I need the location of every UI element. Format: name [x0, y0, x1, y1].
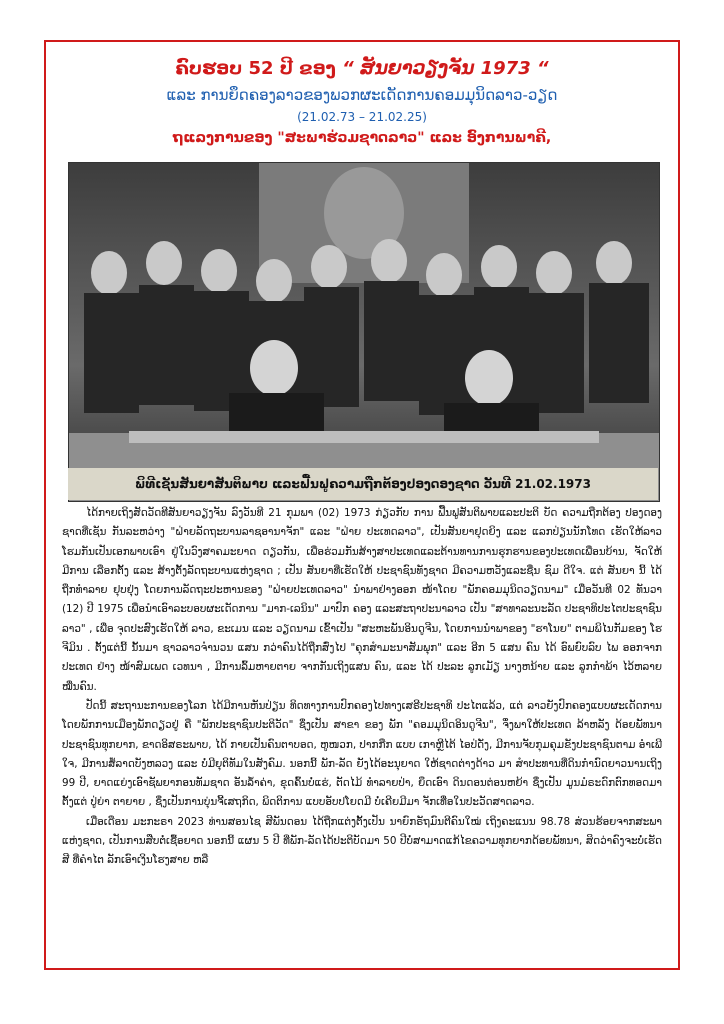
- paragraph-3: ເມື່ອເດືອນ ມະກະຣາ 2023 ທ່ານສອນໄຊ ສີພັນດອນ ໄດ້ຖືກແຕ່ງຕັ້ງເປັນ ນາຍົກຣັຖມົນຕີຄົນໃໝ່ ເຖິງຄະແນນ 98.78 ສ່ວນຮ້ອຍຈາກສະພາແຫ່ງຊາດ, ເປັນການສືບຕໍ່ເຊື້ອຍາດ ນອກນີ້ ແຜນ 5 ປີ ທີ່ພັກ-ລັດໄດ້ປະຕິບັດມາ 50 ປີບໍ່ສາມາດແກ້ໄຂຄວາມທຸກຍາກດ້ອຍພັທນາ, ສິດວ່າຄົງຈະບໍ່ເຮັດສີ ທີ່ຄຳໄຕ ລັກເອົາເງິນໂຮງສາຍ ຫລື: [62, 815, 662, 867]
- paragraph-2: ປັດນີ້ ສະຖານະການຂອງໂລກ ໄດ້ມີການຫັນປ່ຽນ ທິດທາງການປົກຄອງໄປທາງເສຣີປະຊາທິ ປະໄຕແລ້ວ, ແຕ່ ລາວຍັງປົກຄອງແບບຜະເດັດການໂດຍພັກການເມືອງພັກດຽວຢູ່ ຄື "ພັກປະຊາຊົນປະຕິວັດ" ຊຶ່ງເປັນ ສາຂາ ຂອງ ພັກ "ຄອມມຸນິດອິນດູຈີນ", ຈຶ່ງພາໃຫ້ປະເທດ ລ້າຫລັງ ດ້ອຍພັທນາ ປະຊາຊົນທຸກຍາກ, ຂາດອິສຣະພາບ, ໄດ້ ກາຍເປັນຄົນຕາບອດ, ຫູໜວກ, ປາກກືກ ແບບ ເກາຫຼີໄຕ້ ໄອປ່ດັ່ງ, ມີການຈັບກຸມຄຸມຂັງປະຊາຊົນຕາມ ອຳເພີໃຈ, ມີການສໍ້ລາດບັງຫລວງ ແລະ ບໍ່ມີຍຸຕິທັມໃນສັງຄົມ. ນອກນີ້ ພັກ-ລັດ ຍັງໄດ້ອະນຸຍາດ ໃຫ້ຊາດຕ່າງດ້າວ ມາ ສຳປະທານທີ່ດິນກຳນົດຍາວນານເຖິງ 99 ປີ, ຍາດແຍ່ງເອົາຊັພຍາກອນທັມຊາດ ອັນລໍ້າຄ່າ, ຂຸດຄົ້ນບໍ່ແຮ່, ຕັດໄມ້ ທຳລາຍປ່າ, ຍຶດເອົາ ດິນດອນຕ່ອນຫຍ້າ ຊຶ່ງເປັນ ມູນມໍຣະດົກຕົກທອດມາ ຕັ້ງແຕ່ ປູ່ຍ່າ ຕາຍາຍ , ຊຶ່ງເປັນການບຸ່ນຈີ້ເສຖກິດ, ພິດຕິການ ແບບອັບປໂຍດມີ ບໍ່ເຄີຍມີມາ ຈັກເທື່ອໃນປະວັດສາດລາວ.: [62, 699, 662, 809]
- photo-caption: ພິທີເຊັນສັນຍາສັນຕິພາບ ແລະຟື້ນຟູຄວາມຖືກຕ້ອງປອງດອງຊາດ ວັນທີ 21.02.1973: [68, 468, 658, 500]
- statement-subtitle: ຖແລງການຂອງ "ສະພາຮ່ວມຊາດລາວ" ແລະ ອົງການພາຄີ,: [172, 130, 552, 146]
- paragraph-1: ໄດ້ກາຍເຖິງສັດວັດທີສັນຍາວຽງຈັນ ລົງວັນທີ 21 ກຸມພາ (02) 1973 ກ່ຽວກັບ ການ ຟື້ນຟູສັນຕິພາບແລະປະຕິ ບັດ ຄວາມຖືກຕ້ອງ ປອງດອງ ຊາດທີ່ເຊັນ ກັນລະຫວ່າງ "ຝ່າຍລັດຖະບານລາຊອານາຈັກ" ແລະ "ຝ່າຍ ປະເທດລາວ", ເປັນສັນຍາຢຸດຍິງ ແລະ ແລກປ່ຽນນັກໂທດ ເຮັດໃຫ້ລາວໂຮມກັນເປັນເອກພາບເອົາ ຢູ່ໃນວົງສາຄມະຍາດ ດຽວກັນ, ເພື່ອຮ່ວມກັນສ້າງສາປະເທດແລະຕ້ານທານການຮຸກຮານຂອງປະເທດເພື່ອນບ້ານ, ຈັດໃຫ້ມີການ ເລືອກຕັ້ງ ແລະ ສ້າງຕັ້ງລັດຖະບານແຫ່ງຊາດ ; ເປັນ ສັນຍາທີ່ເຮັດໃຫ້ ປະຊາຊົນທັງຊາດ ມີຄວາມຫວັງແລະຊື່ນ ຊົມ ດີໃຈ. ແຕ່ ສັນຍາ ນີ້ ໄດ້ຖືກທຳລາຍ ຢຸບຢຸ່ງ ໂດຍການລັດຖະປະຫານຂອງ "ຝ່າຍປະເທດລາວ" ນຳພາຢ່າງອອກ ໜ້າໂດຍ "ພັກຄອມມຸນິດວຽດນາມ" ເມື່ອວັນທີ 02 ທັນວາ (12) ປີ 1975 ເພື່ອນຳເອົາລະບອບຜະເດັດການ "ມາກ-ເລນິນ" ມາປົກ ຄອງ ແລະສະຖາປະນາລາວ ເປັນ "ສາທາລະນະລັດ ປະຊາທິປະໄຕປະຊາຊົນລາວ" , ເພື່ອ ຈຸດປະສົງເຮັດໃຫ້ ລາວ, ຂະເມນ ແລະ ວຽດນາມ ເຂົ້າເປັນ "ສະຫະພັນອິນດູຈີນ, ໂດຍການນຳພາຂອງ "ຮາໂນຍ" ຕາມພິໄນກັມຂອງ ໂຮຈີມິນ . ຕັ້ງແຕ່ນີ້ ນັ້ນມາ ຊາວລາວຈຳນວນ ແສນ ກວ່າຄົນໄດ້ຖືກສົ່ງໄປ "ຄຸກສໍາມະນາສັມພຸກ" ແລະ ອີກ 5 ແສນ ຄົນ ໄດ້ ອົພຍົບລົບ ໄພ ອອກຈາກປະເທດ ຢ່າງ ໜ້າສົມເພດ ເວທນາ , ມີການລົ້ມຫາຍຕາຍ ຈາກກັນເຖິງແສນ ຄົນ, ແລະ ໄດ້ ປະລະ ລູກເມັຽ ນາງຫນ້າຍ ແລະ ລູກກຳພ້າ ໄວ້ຫລາຍໝື່ນຄົນ.: [62, 507, 662, 693]
- title-italic: “ ສັນຍາວຽງຈັນ 1973 “: [342, 58, 549, 79]
- historical-photo: [68, 162, 660, 502]
- page-title: [44, 58, 680, 79]
- article-body: [62, 504, 662, 871]
- date-range: (21.02.73 – 21.02.25): [297, 110, 427, 124]
- photo-image: [69, 163, 659, 501]
- title-prefix: ຄົບຮອບ 52 ປີ ຂອງ: [175, 58, 336, 79]
- page-subtitle: ແລະ ການຍຶດຄອງລາວຂອງພວກຜະເດັດການຄອມມຸນິດລາວ-ວຽດ: [166, 86, 558, 104]
